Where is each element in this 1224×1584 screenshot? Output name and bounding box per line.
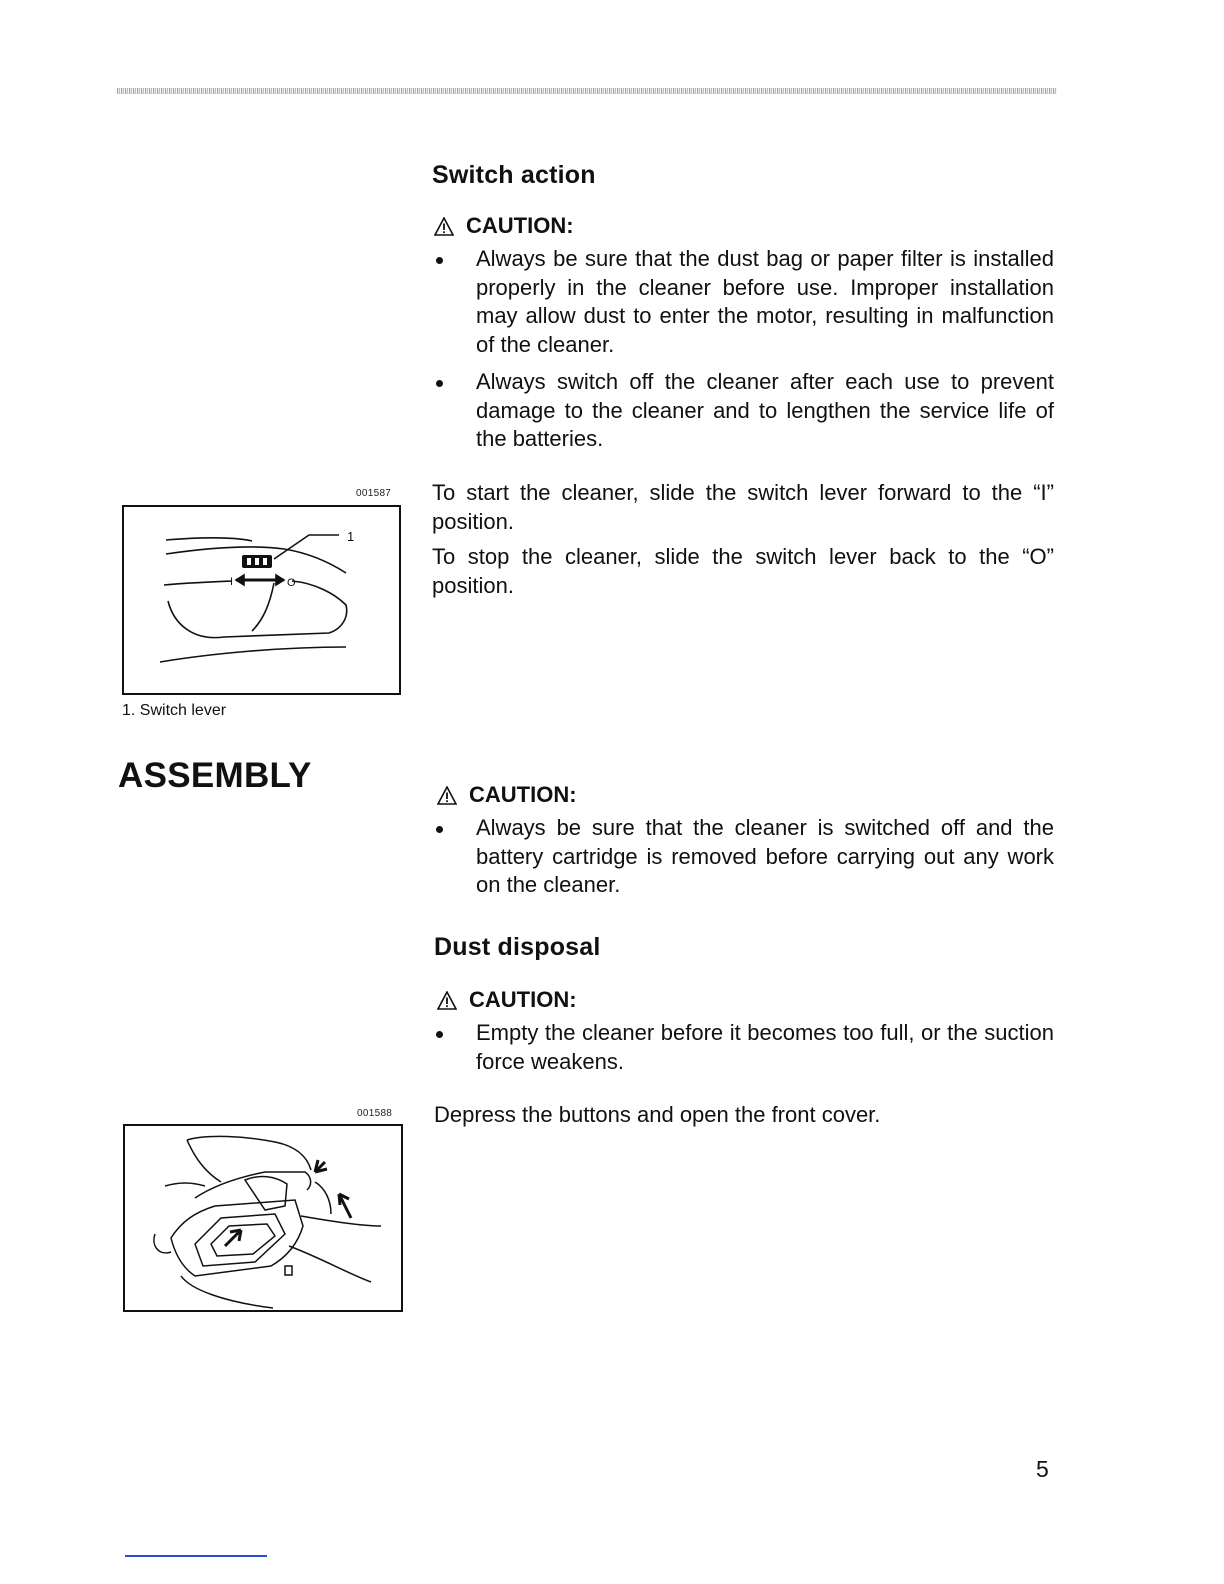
caution-item: Always be sure that the dust bag or paper filter is installed properly in the cleaner before use. Improper installation may allow dust to enter the motor, resulting in malfunction of the cleaner. xyxy=(432,245,1054,359)
dust-disposal-caution xyxy=(437,987,577,1013)
dust-disposal-caution-list xyxy=(432,1019,1054,1085)
bullet-icon xyxy=(436,257,443,264)
dust-disposal-instruction: Depress the buttons and open the front cover. xyxy=(434,1102,881,1127)
front-cover-illustration xyxy=(125,1126,401,1310)
warning-triangle-icon xyxy=(437,991,457,1010)
switch-action-caution xyxy=(434,213,574,239)
bullet-icon xyxy=(436,826,443,833)
front-cover-figure xyxy=(123,1124,403,1312)
bullet-icon xyxy=(436,380,443,387)
warning-triangle-icon xyxy=(434,217,454,236)
warning-triangle-icon xyxy=(437,786,457,805)
stop-instruction: To stop the cleaner, slide the switch lever back to the “O” position. xyxy=(432,544,1054,598)
switch-action-heading: Switch action xyxy=(432,161,596,189)
caution-label: CAUTION: xyxy=(466,213,574,238)
start-instruction: To start the cleaner, slide the switch lever forward to the “I” position. xyxy=(432,480,1054,534)
position-o-label: O xyxy=(287,577,296,589)
dust-disposal-heading: Dust disposal xyxy=(434,933,601,961)
caution-item: Always be sure that the cleaner is switched off and the battery cartridge is removed before carrying out any work on the cleaner. xyxy=(432,814,1054,900)
caution-label: CAUTION: xyxy=(469,782,577,807)
assembly-heading: ASSEMBLY xyxy=(118,756,312,795)
switch-lever-figure xyxy=(122,505,401,695)
switch-action-caution-list xyxy=(432,245,1054,463)
switch-lever-illustration xyxy=(124,507,399,693)
caution-label: CAUTION: xyxy=(469,987,577,1012)
assembly-caution xyxy=(437,782,577,808)
callout-number: 1 xyxy=(347,529,355,544)
bullet-icon xyxy=(436,1031,443,1038)
figure-caption: 1. Switch lever xyxy=(122,702,227,719)
bottom-rule xyxy=(125,1555,267,1557)
top-decorative-rule xyxy=(117,88,1057,94)
figure-code: 001587 xyxy=(356,488,392,499)
figure-code: 001588 xyxy=(357,1108,393,1119)
position-i-label: I xyxy=(230,576,234,588)
page-number: 5 xyxy=(1036,1456,1049,1482)
caution-item: Always switch off the cleaner after each use to prevent damage to the cleaner and to lengthen the service life of the batteries. xyxy=(432,368,1054,454)
assembly-caution-list xyxy=(432,814,1054,909)
caution-item: Empty the cleaner before it becomes too full, or the suction force weakens. xyxy=(432,1019,1054,1076)
